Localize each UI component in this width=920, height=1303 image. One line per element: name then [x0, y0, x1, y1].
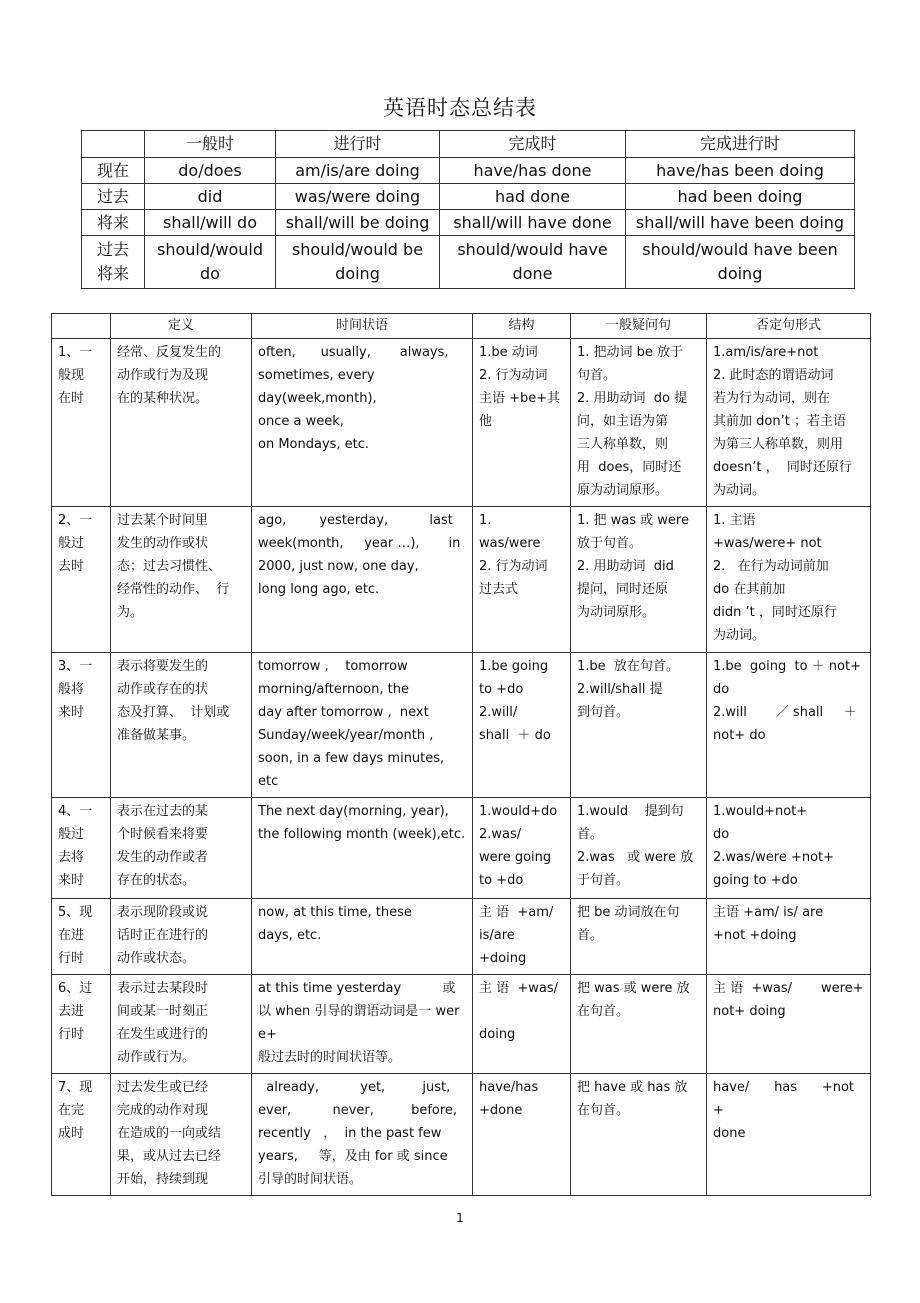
summary-row-label: 过去 — [82, 184, 145, 210]
summary-cell: shall/will have been doing — [626, 210, 855, 236]
summary-cell: should/would have done — [440, 236, 626, 289]
tense-negative-form: 1.am/is/are+not 2. 此时态的谓语动词 若为行为动词，则在 其前加 don’t ；若主语 为第三人称单数，则用 doesn’t ， 同时还原行 为动词。 — [707, 339, 871, 507]
tense-time-adverbials: tomorrow , tomorrow morning/afternoon, the day after tomorrow , next Sunday/week/year/month , soon, in a few days minutes, etc — [252, 653, 473, 798]
tense-question-form: 1. 把 was 或 were 放于句首。 2. 用助动词 did 提问，同时还原 为动词原形。 — [571, 507, 707, 653]
tense-definition: 表示将要发生的 动作或存在的状 态及打算、 计划或 准备做某事。 — [111, 653, 252, 798]
detail-row — [52, 899, 871, 975]
tense-definition: 表示现阶段或说 话时正在进行的 动作或状态。 — [111, 899, 252, 975]
summary-cell: should/would be doing — [276, 236, 440, 289]
summary-header-cell: 一般时 — [145, 131, 276, 158]
tense-definition: 表示在过去的某 个时候看来将要 发生的动作或者 存在的状态。 — [111, 798, 252, 899]
summary-row-label: 现在 — [82, 158, 145, 184]
detail-header-cell: 一般疑问句 — [571, 314, 707, 339]
tense-name: 1、一 般现 在时 — [52, 339, 111, 507]
tense-name: 4、一 般过 去将 来时 — [52, 798, 111, 899]
summary-row — [82, 210, 855, 236]
summary-cell: am/is/are doing — [276, 158, 440, 184]
tense-name: 5、现 在进 行时 — [52, 899, 111, 975]
summary-cell: shall/will be doing — [276, 210, 440, 236]
summary-cell: was/were doing — [276, 184, 440, 210]
tense-definition: 经常、反复发生的 动作或行为及现 在的某种状况。 — [111, 339, 252, 507]
tense-time-adverbials: The next day(morning, year), the following month (week),etc. — [252, 798, 473, 899]
tense-structure: have/has +done — [473, 1074, 571, 1196]
summary-cell: do/does — [145, 158, 276, 184]
tense-negative-form: have/ has +not+ done — [707, 1074, 871, 1196]
detail-row — [52, 798, 871, 899]
tense-question-form: 1.would 提到句 首。 2.was 或 were 放 于句首。 — [571, 798, 707, 899]
summary-row — [82, 158, 855, 184]
tense-question-form: 把 have 或 has 放 在句首。 — [571, 1074, 707, 1196]
summary-header-cell: 完成时 — [440, 131, 626, 158]
summary-cell: should/would do — [145, 236, 276, 289]
tense-time-adverbials: ago, yesterday, last week(month, year …), in 2000, just now, one day, long long ago, etc. — [252, 507, 473, 653]
detail-header-cell: 时间状语 — [252, 314, 473, 339]
detail-header-cell: 定义 — [111, 314, 252, 339]
summary-cell: should/would have been doing — [626, 236, 855, 289]
tense-structure: 主 语 +was/ doing — [473, 975, 571, 1074]
tense-name: 6、过 去进 行时 — [52, 975, 111, 1074]
detail-header-cell: 否定句形式 — [707, 314, 871, 339]
detail-header-row — [52, 314, 871, 339]
tense-time-adverbials: at this time yesterday 或 以 when 引导的谓语动词是一 were+ 般过去时的时间状语等。 — [252, 975, 473, 1074]
summary-header-cell: 完成进行时 — [626, 131, 855, 158]
page-number: 1 — [456, 1211, 464, 1225]
summary-cell: have/has done — [440, 158, 626, 184]
page-title: 英语时态总结表 — [383, 96, 537, 120]
tense-definition: 过去发生或已经 完成的动作对现 在造成的一向或结 果，或从过去已经 开始，持续到现 — [111, 1074, 252, 1196]
tense-question-form: 把 be 动词放在句 首。 — [571, 899, 707, 975]
tense-name: 7、现 在完 成时 — [52, 1074, 111, 1196]
tense-time-adverbials: often, usually, always, sometimes, every day(week,month), once a week, on Mondays, etc. — [252, 339, 473, 507]
tense-name: 2、一 般过 去时 — [52, 507, 111, 653]
tense-structure: 主 语 +am/ is/are +doing — [473, 899, 571, 975]
summary-cell: shall/will do — [145, 210, 276, 236]
tense-negative-form: 1.be going to ＋ not+ do 2.will ／ shall ＋ not+ do — [707, 653, 871, 798]
tense-definition: 过去某个时间里 发生的动作或状 态；过去习惯性、 经常性的动作、 行 为。 — [111, 507, 252, 653]
tense-structure: 1. was/were 2. 行为动词 过去式 — [473, 507, 571, 653]
tense-negative-form: 1. 主语 +was/were+ not 2. 在行为动词前加 do 在其前加 didn ’t ，同时还原行 为动词。 — [707, 507, 871, 653]
summary-cell: had been doing — [626, 184, 855, 210]
tense-name: 3、一 般将 来时 — [52, 653, 111, 798]
tense-question-form: 1. 把动词 be 放于 句首。 2. 用助动词 do 提 问，如主语为第 三人称单数，则 用 does，同时还 原为动词原形。 — [571, 339, 707, 507]
detail-header-cell — [52, 314, 111, 339]
summary-cell: had done — [440, 184, 626, 210]
summary-row — [82, 184, 855, 210]
summary-header-cell — [82, 131, 145, 158]
tense-time-adverbials: already, yet, just, ever, never, before, recently ， in the past few years, 等，及由 for 或 since 引导的时间状语。 — [252, 1074, 473, 1196]
tense-structure: 1.be going to +do 2.will/ shall ＋ do — [473, 653, 571, 798]
tense-time-adverbials: now, at this time, these days, etc. — [252, 899, 473, 975]
summary-row-label: 过去 将来 — [82, 236, 145, 289]
detail-row — [52, 653, 871, 798]
detail-row — [52, 975, 871, 1074]
summary-row — [82, 236, 855, 289]
tense-structure: 1.be 动词 2. 行为动词 主语 +be+其 他 — [473, 339, 571, 507]
detail-row — [52, 1074, 871, 1196]
tense-negative-form: 1.would+not+ do 2.was/were +not+ going to +do — [707, 798, 871, 899]
tense-structure: 1.would+do 2.was/ were going to +do — [473, 798, 571, 899]
summary-header-row — [82, 131, 855, 158]
tense-summary-table — [81, 130, 855, 289]
tense-question-form: 把 was 或 were 放 在句首。 — [571, 975, 707, 1074]
summary-row-label: 将来 — [82, 210, 145, 236]
summary-cell: have/has been doing — [626, 158, 855, 184]
tense-question-form: 1.be 放在句首。 2.will/shall 提 到句首。 — [571, 653, 707, 798]
detail-row — [52, 339, 871, 507]
tense-detail-table — [51, 313, 871, 1196]
summary-cell: did — [145, 184, 276, 210]
summary-header-cell: 进行时 — [276, 131, 440, 158]
detail-row — [52, 507, 871, 653]
tense-definition: 表示过去某段时 间或某一时刻正 在发生或进行的 动作或行为。 — [111, 975, 252, 1074]
tense-negative-form: 主 语 +was/ were+ not+ doing — [707, 975, 871, 1074]
tense-negative-form: 主语 +am/ is/ are +not +doing — [707, 899, 871, 975]
summary-cell: shall/will have done — [440, 210, 626, 236]
detail-header-cell: 结构 — [473, 314, 571, 339]
